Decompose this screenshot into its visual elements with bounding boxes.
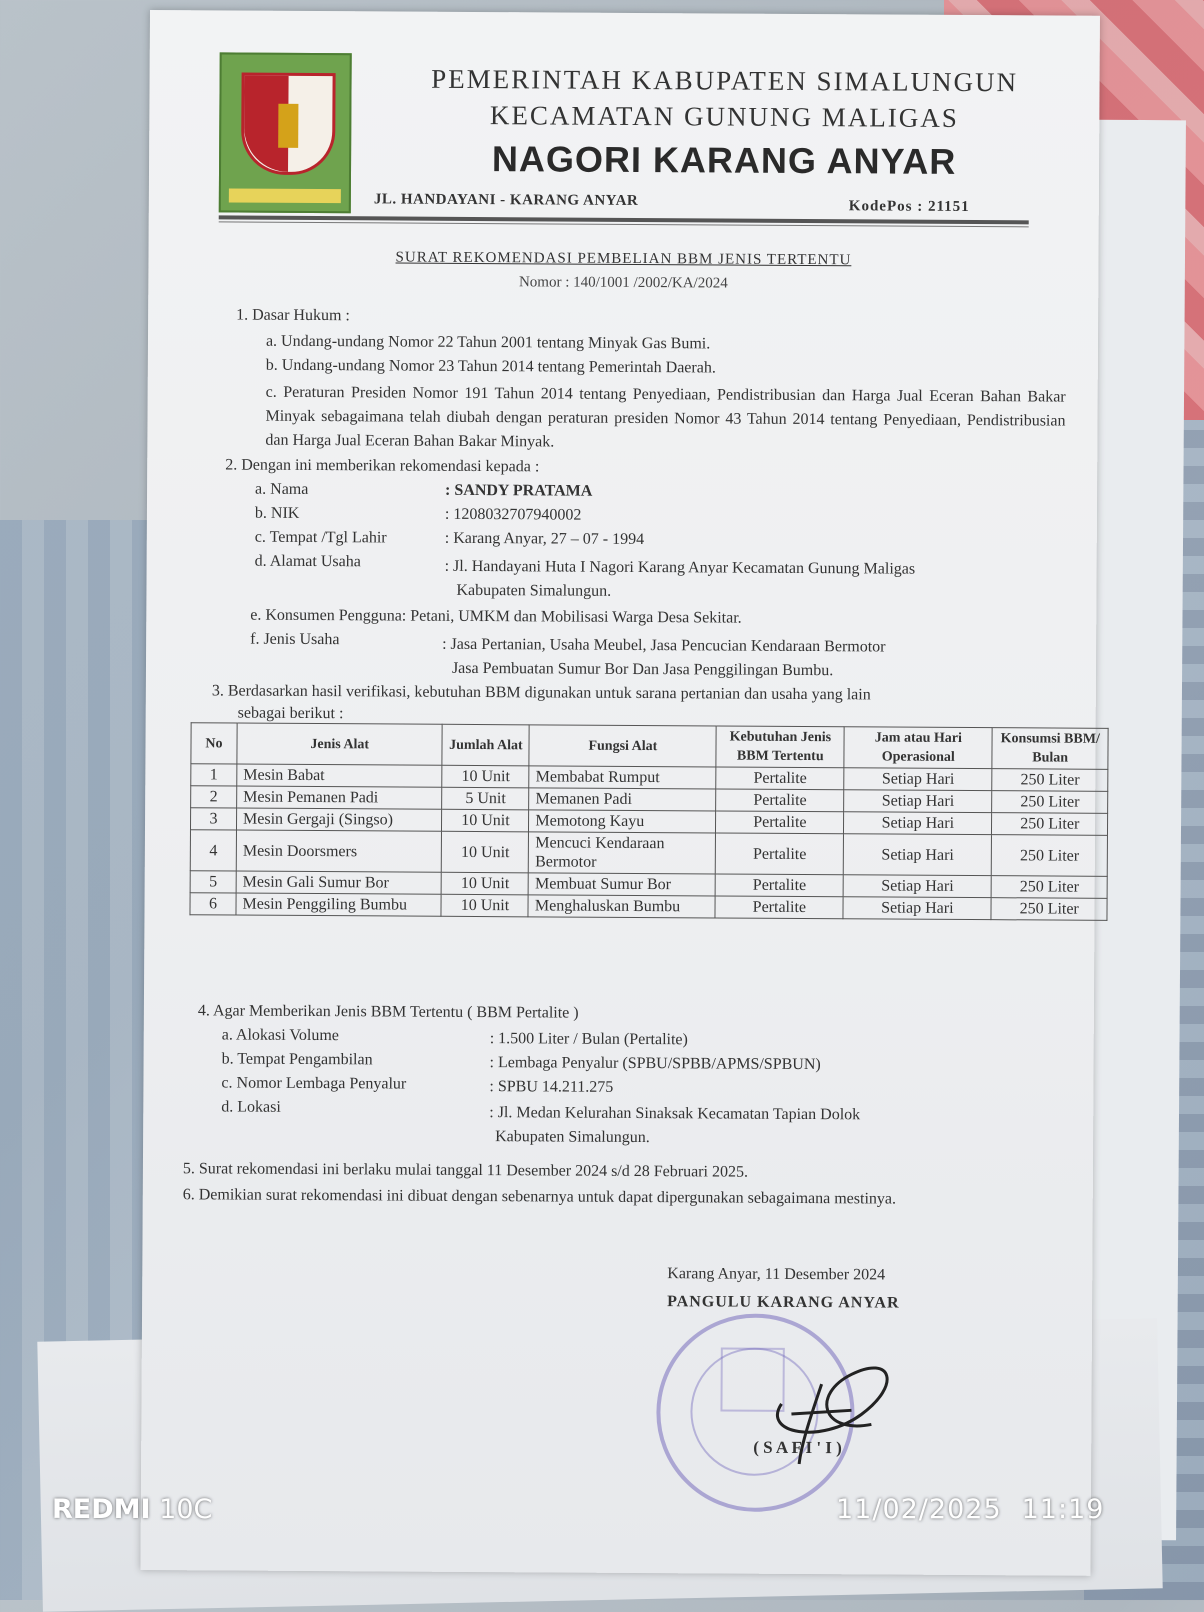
recipient-nik: : 1208032707940002 <box>444 505 582 524</box>
location-value-line1: : Jl. Medan Kelurahan Sinaksak Kecamatan Tapian Dolok <box>489 1104 861 1124</box>
cell-no: 1 <box>191 764 237 786</box>
recipient-business-line2: Jasa Pembuatan Sumur Bor Dan Jasa Penggilingan Bumbu. <box>451 659 834 680</box>
equipment-table <box>189 722 1108 921</box>
cell-jumlah: 10 Unit <box>442 831 529 873</box>
cell-fungsi: Membabat Rumput <box>529 766 716 789</box>
recipient-nik-label: b. NIK <box>254 504 300 522</box>
letter-title: SURAT REKOMENDASI PEMBELIAN BBM JENIS TERTENTU <box>395 249 852 269</box>
section6-closing: 6. Demikian surat rekomendasi ini dibuat dengan sebenarnya untuk dapat dipergunakan sebagaimana mestinya. <box>182 1186 897 1208</box>
section5-validity: 5. Surat rekomendasi ini berlaku mulai tanggal 11 Desember 2024 s/d 28 Februari 2025. <box>182 1160 749 1181</box>
header-address: JL. HANDAYANI - KARANG ANYAR <box>373 191 639 209</box>
cell-operasional: Setiap Hari <box>843 834 991 876</box>
section3-line2: sebagai berikut : <box>237 704 344 723</box>
cell-jenis-alat: Mesin Pemanen Padi <box>237 786 443 809</box>
camera-watermark-datetime: 11/02/2025 11:19 <box>836 1494 1105 1525</box>
cell-operasional: Setiap Hari <box>844 768 992 791</box>
section2-heading: 2. Dengan ini memberikan rekomendasi kepada : <box>225 456 540 476</box>
cell-no: 6 <box>190 893 236 915</box>
cell-jumlah: 10 Unit <box>442 872 529 895</box>
table-row <box>190 830 1107 877</box>
cell-bbm: Pertalite <box>716 811 844 834</box>
signatory-name: ( S A F I ' I ) <box>753 1437 842 1458</box>
table-row <box>190 893 1107 921</box>
signature-place-date: Karang Anyar, 11 Desember 2024 <box>667 1265 886 1284</box>
cell-bbm: Pertalite <box>716 789 844 812</box>
distributor-number-value: : SPBU 14.211.275 <box>489 1078 614 1096</box>
recipient-address-label: d. Alamat Usaha <box>254 552 361 571</box>
cell-no: 4 <box>190 830 236 871</box>
cell-operasional: Setiap Hari <box>843 897 991 920</box>
distributor-number-label: c. Nomor Lembaga Penyalur <box>221 1074 407 1093</box>
header-postcode: KodePos : 21151 <box>848 198 970 216</box>
header-jam-operasional: Jam atau Hari Operasional <box>844 727 992 769</box>
camera-watermark-brand: REDMI 10C <box>52 1494 213 1525</box>
section1-item-a: a. Undang-undang Nomor 22 Tahun 2001 tentang Minyak Gas Bumi. <box>265 332 711 353</box>
cell-jumlah: 10 Unit <box>442 809 529 832</box>
header-village: NAGORI KARANG ANYAR <box>491 138 957 182</box>
signature-position: PANGULU KARANG ANYAR <box>667 1293 900 1312</box>
cell-no: 2 <box>191 786 237 808</box>
pickup-value: : Lembaga Penyalur (SPBU/SPBB/APMS/SPBUN) <box>489 1054 821 1074</box>
cell-operasional: Setiap Hari <box>844 790 992 813</box>
recipient-birth-label: c. Tempat /Tgl Lahir <box>254 528 387 547</box>
header-fungsi-alat: Fungsi Alat <box>529 725 716 767</box>
letter-page <box>140 10 1100 1576</box>
cell-konsumsi: 250 Liter <box>991 898 1107 921</box>
cell-fungsi: Memanen Padi <box>529 788 716 811</box>
cell-fungsi: Mencuci Kendaraan Bermotor <box>529 832 716 874</box>
regency-logo <box>219 52 352 213</box>
header-no: No <box>191 723 237 764</box>
cell-fungsi: Memotong Kayu <box>529 810 716 833</box>
recipient-business-line1: : Jasa Pertanian, Usaha Meubel, Jasa Pencucian Kendaraan Bermotor <box>442 635 886 656</box>
allocation-label: a. Alokasi Volume <box>221 1026 339 1045</box>
cell-operasional: Setiap Hari <box>844 812 992 835</box>
letter-number: Nomor : 140/1001 /2002/KA/2024 <box>518 274 728 292</box>
table-header-row <box>191 723 1108 770</box>
cell-konsumsi: 250 Liter <box>992 769 1108 792</box>
cell-bbm: Pertalite <box>716 833 844 875</box>
location-label: d. Lokasi <box>221 1098 281 1116</box>
cell-bbm: Pertalite <box>716 874 844 897</box>
section3-line1: 3. Berdasarkan hasil verifikasi, kebutuhan BBM digunakan untuk sarana pertanian dan usaha yang lain <box>211 682 871 704</box>
cell-no: 5 <box>190 871 236 893</box>
header-district: KECAMATAN GUNUNG MALIGAS <box>489 100 959 133</box>
recipient-name-label: a. Nama <box>255 480 309 498</box>
recipient-consumers: e. Konsumen Pengguna: Petani, UMKM dan Mobilisasi Warga Desa Sekitar. <box>250 606 742 627</box>
cell-konsumsi: 250 Liter <box>992 876 1108 899</box>
recipient-birth: : Karang Anyar, 27 – 07 - 1994 <box>444 529 645 549</box>
section1-item-b: b. Undang-undang Nomor 23 Tahun 2014 tentang Pemerintah Daerah. <box>265 356 716 377</box>
cell-bbm: Pertalite <box>716 767 844 790</box>
cell-konsumsi: 250 Liter <box>992 791 1108 814</box>
cell-jenis-alat: Mesin Penggiling Bumbu <box>236 893 442 916</box>
cell-jenis-alat: Mesin Gali Sumur Bor <box>236 871 442 894</box>
cell-jumlah: 10 Unit <box>441 894 528 917</box>
header-konsumsi-bbm: Konsumsi BBM/ Bulan <box>992 728 1108 770</box>
cell-jenis-alat: Mesin Doorsmers <box>236 830 442 872</box>
cell-operasional: Setiap Hari <box>843 875 991 898</box>
location-value-line2: Kabupaten Simalungun. <box>495 1128 650 1147</box>
recipient-address-line1: : Jl. Handayani Huta I Nagori Karang Anyar Kecamatan Gunung Maligas <box>444 557 916 578</box>
header-jumlah-alat: Jumlah Alat <box>442 724 529 766</box>
header-jenis-alat: Jenis Alat <box>237 723 443 765</box>
recipient-business-label: f. Jenis Usaha <box>250 630 340 649</box>
header-kebutuhan-bbm: Kebutuhan Jenis BBM Tertentu <box>716 726 844 768</box>
cell-fungsi: Membuat Sumur Bor <box>528 873 715 896</box>
recipient-name: : SANDY PRATAMA <box>445 481 593 500</box>
cell-no: 3 <box>190 808 236 830</box>
allocation-value: : 1.500 Liter / Bulan (Pertalite) <box>489 1030 688 1049</box>
pickup-label: b. Tempat Pengambilan <box>221 1050 373 1069</box>
section1-heading: 1. Dasar Hukum : <box>236 306 350 325</box>
cell-fungsi: Menghaluskan Bumbu <box>528 895 715 918</box>
cell-jenis-alat: Mesin Gergaji (Singso) <box>236 808 442 831</box>
cell-konsumsi: 250 Liter <box>992 835 1108 877</box>
recipient-address-line2: Kabupaten Simalungun. <box>456 581 612 600</box>
cell-jumlah: 5 Unit <box>442 787 529 810</box>
cell-jumlah: 10 Unit <box>442 765 529 788</box>
section4-heading: 4. Agar Memberikan Jenis BBM Tertentu ( BBM Pertalite ) <box>197 1002 579 1022</box>
cell-jenis-alat: Mesin Babat <box>237 764 443 787</box>
cell-konsumsi: 250 Liter <box>992 813 1108 836</box>
cell-bbm: Pertalite <box>715 896 843 919</box>
section1-item-c: c. Peraturan Presiden Nomor 191 Tahun 2014 tentang Penyediaan, Pendistribusian dan Harga Jual Eceran Bahan Bakar Minyak sebagaimana telah diubah dengan peraturan presiden Nomor 43 Tahun 2014 tentang Penyediaan, Pendistribusian dan Harga Jual Eceran Bahan Bakar Minyak. <box>265 383 1066 451</box>
header-government: PEMERINTAH KABUPATEN SIMALUNGUN <box>431 63 1019 98</box>
